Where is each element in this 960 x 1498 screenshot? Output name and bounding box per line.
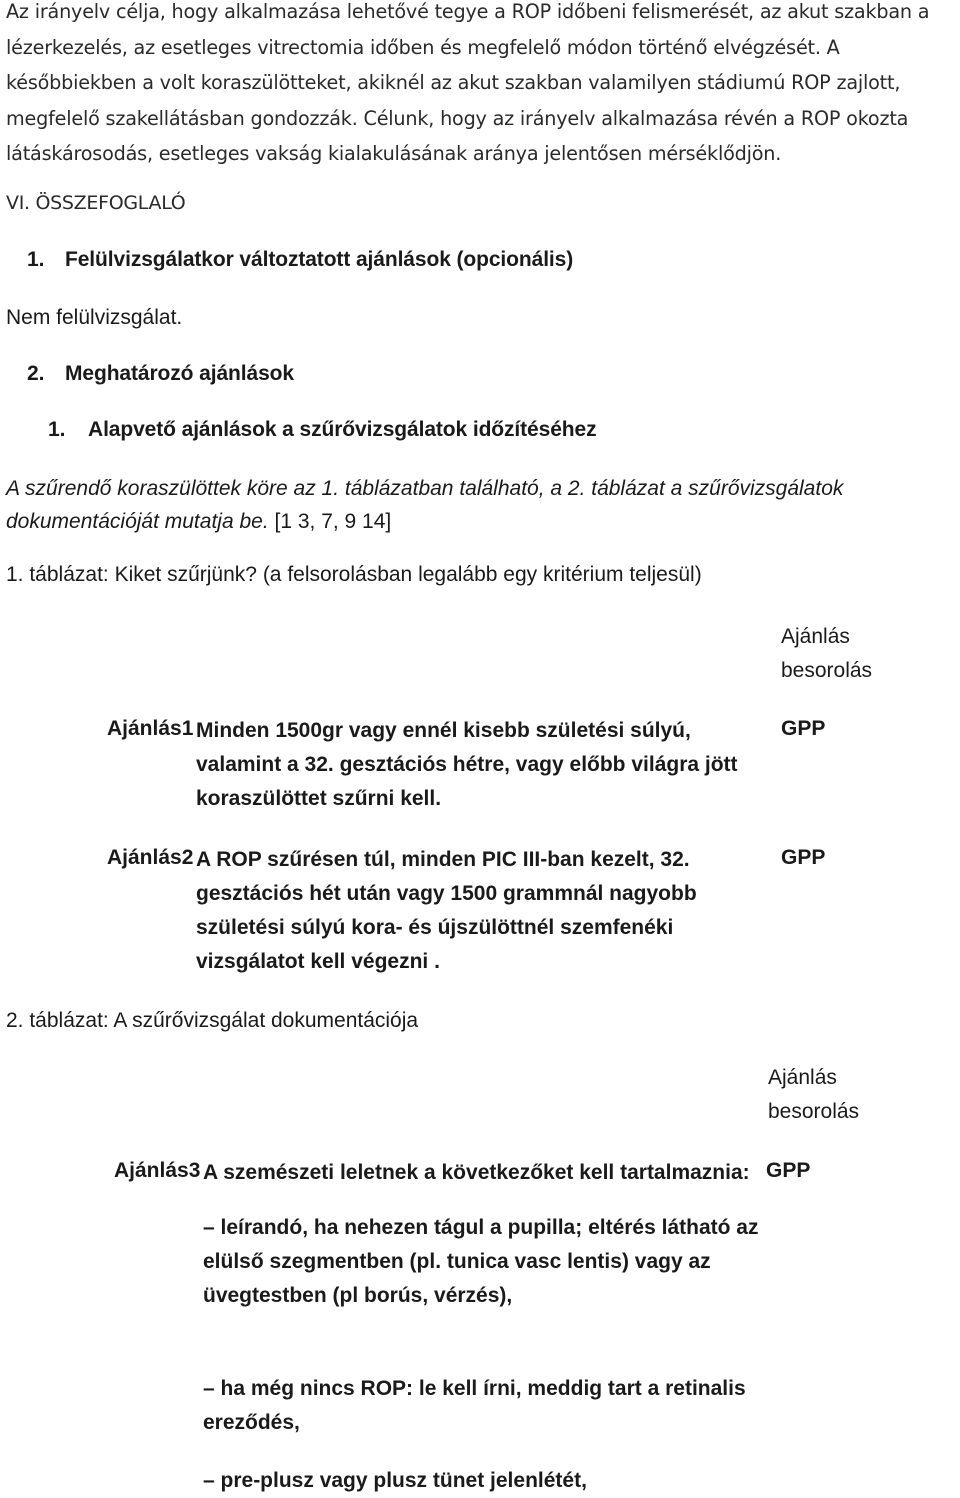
table2-row-id: Ajánlás3 [114,1159,201,1182]
subsection-2-1-title: Alapvető ajánlások a szűrővizsgálatok időzítéséhez [88,418,597,441]
italic-paragraph-text: A szűrendő koraszülöttek köre az 1. táblázatban található, a 2. táblázat a szűrővizsgálatok dokumentációját mutatja be. [6,477,844,533]
table2-row-text: A szemészeti leletnek a következőket kell tartalmaznia: [203,1161,750,1184]
subsection-1-heading [27,248,573,272]
subsection-2-1-number: 1. [48,418,66,441]
subsection-2-heading [27,362,294,386]
citation: [1 3, 7, 9 14] [274,510,392,533]
table1-row2-id: Ajánlás2 [107,846,194,869]
section-title: VI. ÖSSZEFOGLALÓ [6,192,186,214]
table1-row2-text: A ROP szűrésen túl, minden PIC III-ban kezelt, 32. gesztációs hét után vagy 1500 grammnál nagyobb születési súlyú kora- és újszülöttnél szemfenéki vizsgálatot kell végezni . [196,848,697,973]
intro-paragraph: Az irányelv célja, hogy alkalmazása lehetővé tegye a ROP időbeni felismerését, az akut szakban a lézerkezelés, az esetleges vitrectomia időben és megfelelő módon történő elvégzését. A későbbiekben a volt koraszülötteket, akiknél az akut szakban valamilyen stádiumú ROP zajlott, megfelelő szakellátásban gondozzák. Célunk, hogy az irányelv alkalmazása révén a ROP okozta látáskárosodás, esetleges vakság kialakulásának aránya jelentősen mérséklődjön. [6,0,930,165]
table2-caption: 2. táblázat: A szűrővizsgálat dokumentációja [6,1009,419,1032]
not-reviewed-text: Nem felülvizsgálat. [6,306,183,329]
table2-grade-header: Ajánlás besorolás [768,1066,860,1123]
table1-row1-id: Ajánlás1 [107,717,194,740]
subsection-1-title: Felülvizsgálatkor változtatott ajánlások (opcionális) [65,248,574,271]
table2-bullet-3: – pre-plusz vagy plusz tünet jelenlétét, [203,1469,587,1492]
table1-row2-grade: GPP [781,846,826,869]
subsection-1-number: 1. [27,248,45,271]
italic-paragraph [6,472,926,538]
table1-caption-prefix: 1. táblázat: Kiket szűrjünk? [6,563,257,586]
subsection-2-title: Meghatározó ajánlások [65,362,294,385]
table2-bullet-1: – leírandó, ha nehezen tágul a pupilla; eltérés látható az elülső szegmentben (pl. tunica vasc lentis) vagy az üvegtestben (pl borús, vérzés), [203,1216,759,1307]
table2-bullet-2: – ha még nincs ROP: le kell írni, meddig tart a retinalis ereződés, [203,1377,746,1434]
subsection-2-1-heading [48,418,597,442]
subsection-2-number: 2. [27,362,45,385]
table1-grade-header: Ajánlás besorolás [781,625,873,682]
table2-row-grade: GPP [766,1159,811,1182]
table1-caption-suffix: (a felsorolásban legalább egy kritérium teljesül) [262,563,702,586]
table1-row1-grade: GPP [781,717,826,740]
table1-row1-text: Minden 1500gr vagy ennél kisebb születési súlyú, valamint a 32. gesztációs hétre, vagy előbb világra jött koraszülöttet szűrni kell. [196,719,738,810]
table1-caption [6,563,702,587]
